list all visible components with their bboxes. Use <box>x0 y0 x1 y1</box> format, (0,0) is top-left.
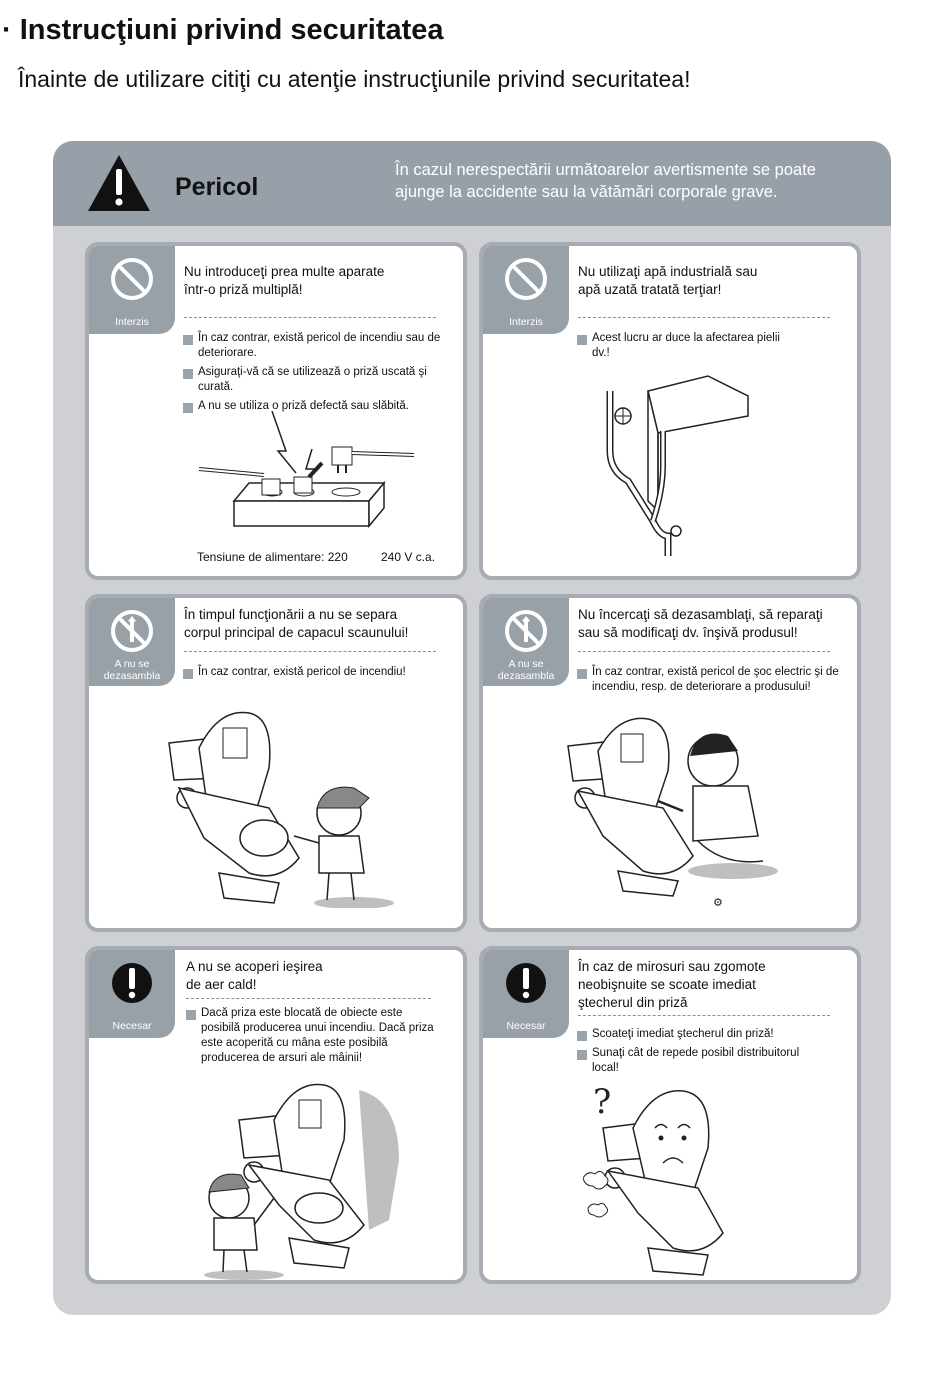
tab-label: Necesar <box>506 1020 546 1032</box>
safety-panel <box>53 141 891 1315</box>
card-title: În timpul funcţionării a nu se separa corpul principal de capacul scaunului! <box>184 607 409 640</box>
card-industrial-water <box>479 242 861 580</box>
dashed-divider <box>578 1015 830 1016</box>
list-item: În caz contrar, există pericol de incendiu! <box>183 665 458 680</box>
danger-header <box>53 141 891 226</box>
dashed-divider <box>578 317 830 318</box>
list-item: A nu se utiliza o priză defectă sau slăbită. <box>183 399 458 414</box>
bullet-list <box>577 331 797 365</box>
prohibited-icon <box>109 256 155 302</box>
bullet-list <box>183 665 458 684</box>
card-title: Nu introduceţi prea multe aparate într-o priză multiplă! <box>184 264 385 297</box>
card-power-strip <box>85 242 467 580</box>
list-item: Asiguraţi-vă că se utilizează o priză uscată şi curată. <box>183 365 458 395</box>
voltage-caption: Tensiune de alimentare: 220 <box>197 550 348 564</box>
card-unusual-odor <box>479 946 861 1284</box>
warning-triangle-icon <box>86 153 152 213</box>
page-subtitle: Înainte de utilizare citiţi cu atenţie instrucţiunile privind securitatea! <box>18 66 691 92</box>
card-tab <box>89 950 175 1038</box>
card-tab <box>89 598 175 686</box>
sad-toilet-illustration <box>583 1083 783 1278</box>
repair-attempt-illustration <box>563 716 793 911</box>
tab-label: A nu se dezasambla <box>497 658 555 682</box>
no-disassembly-icon <box>503 608 549 654</box>
danger-title: Pericol <box>175 173 259 201</box>
water-pipe-illustration <box>598 371 758 556</box>
hot-air-outlet-illustration <box>199 1080 429 1280</box>
card-seat-separation <box>85 594 467 932</box>
dashed-divider <box>186 998 431 999</box>
list-item: În caz contrar, există pericol de incendiu sau de deteriorare. <box>183 331 458 361</box>
power-strip-illustration <box>194 411 434 541</box>
danger-warning-text: În cazul nerespectării următoarelor avertismente se poate ajunge la accidente sau la vătămări corporale grave. <box>395 161 816 201</box>
list-item: Scoateţi imediat ştecherul din priză! <box>577 1027 817 1042</box>
svg-text:⚙: ⚙ <box>713 896 723 909</box>
card-title: În caz de mirosuri sau zgomote neobişnuite se scoate imediat ştecherul din priză <box>578 959 766 1010</box>
no-disassembly-icon <box>109 608 155 654</box>
toilet-seat-separation-illustration <box>159 708 399 908</box>
card-hot-air-outlet <box>85 946 467 1284</box>
dashed-divider <box>578 651 830 652</box>
list-item: Sunaţi cât de repede posibil distribuitorul local! <box>577 1046 817 1076</box>
page-title: · Instrucţiuni privind securitatea <box>2 14 444 46</box>
exclamation-icon <box>503 960 549 1006</box>
voltage-ac-caption: 240 V c.a. <box>381 550 436 564</box>
prohibited-icon <box>503 256 549 302</box>
tab-label: Necesar <box>112 1020 152 1032</box>
tab-label: Interzis <box>115 316 149 328</box>
card-tab <box>483 246 569 334</box>
list-item: Acest lucru ar duce la afectarea pielii dv.! <box>577 331 797 361</box>
list-item: Dacă priza este blocată de obiecte este posibilă producerea unui incendiu. Dacă priza este acoperită cu mâna este posibilă producerea de arsuri ale mâinii! <box>186 1006 436 1066</box>
card-title: Nu utilizaţi apă industrială sau apă uzată tratată terţiar! <box>578 264 758 297</box>
svg-text:?: ? <box>593 1083 612 1122</box>
card-title: Nu încercaţi să dezasamblaţi, să reparaţi sau să modificaţi dv. înşivă produsul! <box>578 607 823 640</box>
bullet-list <box>183 331 458 418</box>
card-tab <box>483 950 569 1038</box>
list-item: În caz contrar, există pericol de şoc electric şi de incendiu, resp. de deteriorare a produsului! <box>577 665 842 695</box>
bullet-list <box>577 665 842 699</box>
dashed-divider <box>184 651 436 652</box>
exclamation-icon <box>109 960 155 1006</box>
tab-label: A nu se dezasambla <box>103 658 161 682</box>
bullet-list <box>186 1006 436 1070</box>
card-title: A nu se acoperi ieşirea de aer cald! <box>186 959 323 992</box>
tab-label: Interzis <box>509 316 543 328</box>
dashed-divider <box>184 317 436 318</box>
card-tab <box>89 246 175 334</box>
card-no-disassembly <box>479 594 861 932</box>
card-tab <box>483 598 569 686</box>
bullet-list <box>577 1027 817 1080</box>
